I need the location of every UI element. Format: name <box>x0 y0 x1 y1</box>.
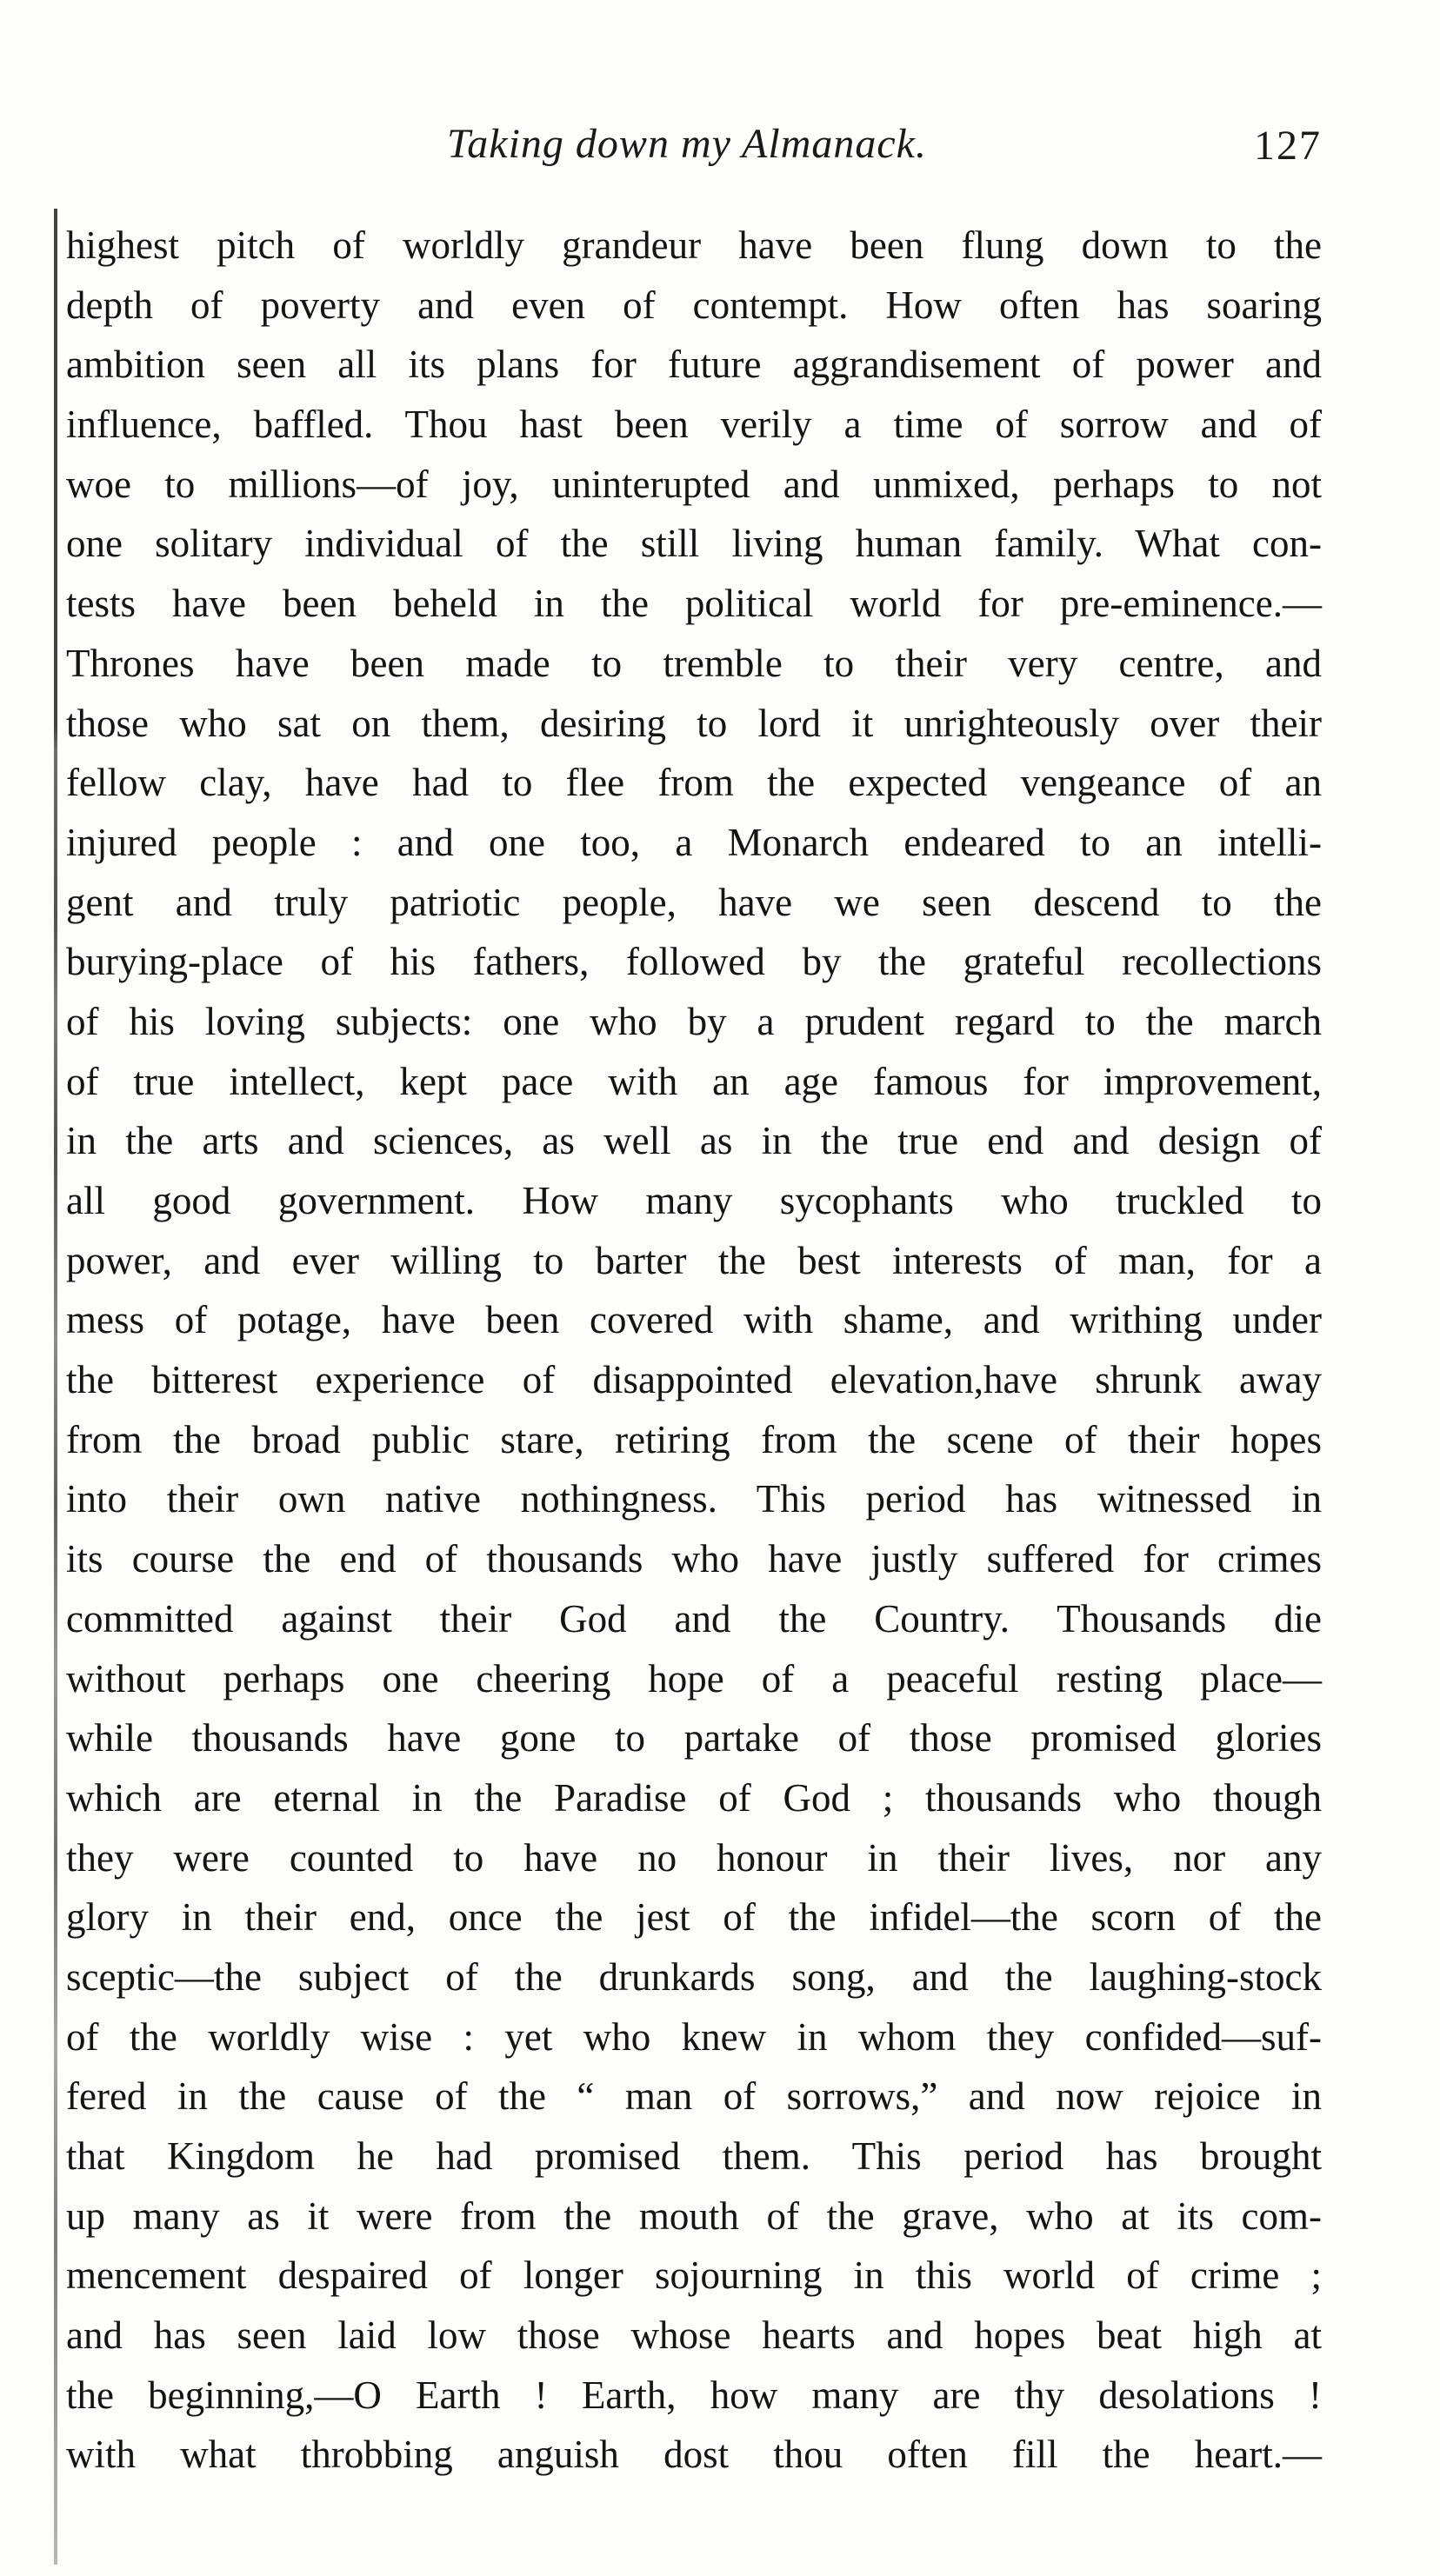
text-line: with what throbbing anguish dost thou often fill the heart.— <box>66 2433 1322 2477</box>
text-line: highest pitch of worldly grandeur have been flung down to the <box>66 223 1322 267</box>
running-title: Taking down my Almanack. <box>447 121 927 167</box>
text-line: and has seen laid low those whose hearts and hopes beat high at <box>66 2313 1322 2358</box>
body-text <box>66 216 1322 2485</box>
text-line: ambition seen all its plans for future aggrandisement of power and <box>66 343 1322 387</box>
text-line: fered in the cause of the “ man of sorrows,” and now rejoice in <box>66 2074 1322 2119</box>
text-line: tests have been beheld in the political world for pre-eminence.— <box>66 582 1322 626</box>
text-line: which are eternal in the Paradise of God ; thousands who though <box>66 1775 1322 1820</box>
text-line: committed against their God and the Country. Thousands die <box>66 1596 1322 1641</box>
text-line: influence, baffled. Thou hast been verily a time of sorrow and of <box>66 403 1322 447</box>
text-line: that Kingdom he had promised them. This period has brought <box>66 2134 1322 2178</box>
running-head <box>52 120 1322 181</box>
text-line: those who sat on them, desiring to lord it unrighteously over their <box>66 701 1322 745</box>
text-line: burying-place of his fathers, followed by the grateful recollections <box>66 940 1322 984</box>
text-line: mess of potage, have been covered with shame, and writhing under <box>66 1298 1322 1342</box>
text-line: of the worldly wise : yet who knew in whom they confided—suf- <box>66 2014 1322 2059</box>
text-line: woe to millions—of joy, uninterupted and unmixed, perhaps to not <box>66 462 1322 506</box>
text-line: fellow clay, have had to flee from the expected vengeance of an <box>66 761 1322 805</box>
text-line: while thousands have gone to partake of those promised glories <box>66 1716 1322 1761</box>
text-line: gent and truly patriotic people, have we seen descend to the <box>66 880 1322 924</box>
text-line: into their own native nothingness. This period has witnessed in <box>66 1477 1322 1521</box>
text-line: the beginning,—O Earth ! Earth, how many are thy desolations ! <box>66 2373 1322 2417</box>
gutter-shadow <box>54 209 57 2565</box>
page-number: 127 <box>1254 123 1322 169</box>
text-line: from the broad public stare, retiring from the scene of their hopes <box>66 1417 1322 1461</box>
text-line: in the arts and sciences, as well as in the true end and design of <box>66 1119 1322 1163</box>
text-line: injured people : and one too, a Monarch endeared to an intelli- <box>66 820 1322 864</box>
text-line: of his loving subjects: one who by a prudent regard to the march <box>66 999 1322 1043</box>
text-line: the bitterest experience of disappointed elevation,have shrunk away <box>66 1358 1322 1402</box>
text-line: its course the end of thousands who have justly suffered for crimes <box>66 1537 1322 1581</box>
text-line: Thrones have been made to tremble to their very centre, and <box>66 641 1322 685</box>
text-line: they were counted to have no honour in their lives, nor any <box>66 1835 1322 1880</box>
text-line: power, and ever willing to barter the best interests of man, for a <box>66 1238 1322 1282</box>
text-line: glory in their end, once the jest of the infidel—the scorn of the <box>66 1895 1322 1940</box>
text-line: of true intellect, kept pace with an age famous for improvement, <box>66 1059 1322 1103</box>
text-line: one solitary individual of the still living human family. What con- <box>66 522 1322 566</box>
text-line: depth of poverty and even of contempt. How often has soaring <box>66 283 1322 327</box>
text-line: all good government. How many sycophants who truckled to <box>66 1179 1322 1222</box>
text-line: without perhaps one cheering hope of a peaceful resting place— <box>66 1656 1322 1701</box>
text-line: up many as it were from the mouth of the grave, who at its com- <box>66 2193 1322 2238</box>
text-line: mencement despaired of longer sojourning in this world of crime ; <box>66 2253 1322 2298</box>
text-line: sceptic—the subject of the drunkards song, and the laughing-stock <box>66 1954 1322 1999</box>
